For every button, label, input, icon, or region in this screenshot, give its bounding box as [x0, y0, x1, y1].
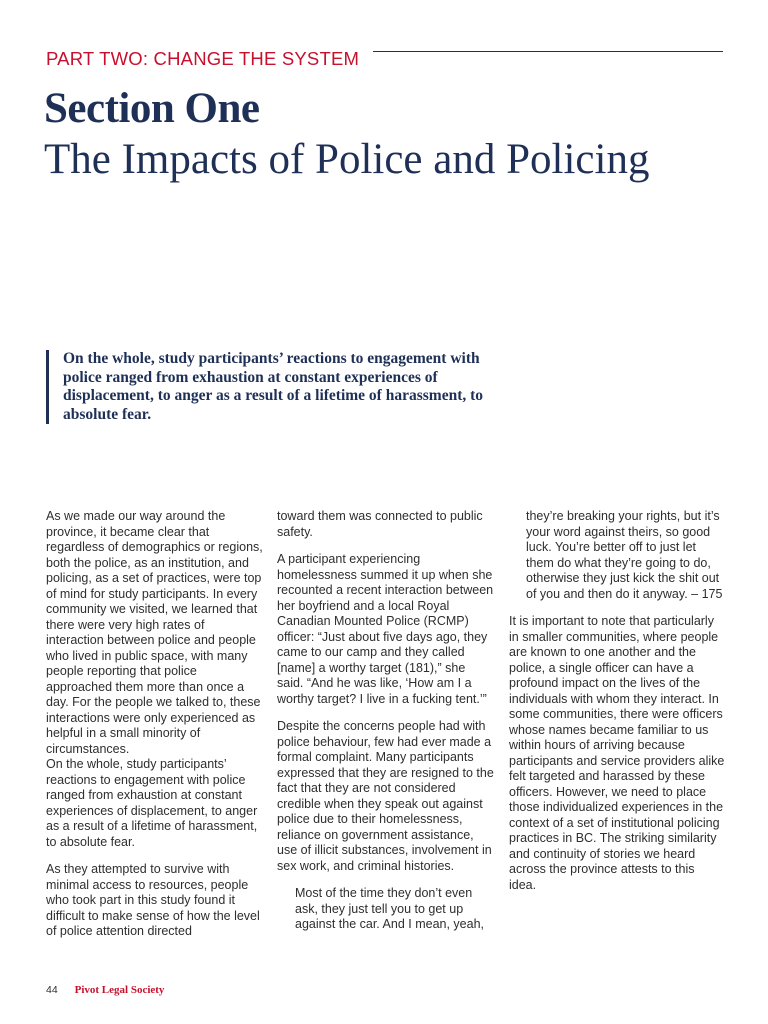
text-column-2 — [277, 509, 495, 945]
page-number: 44 — [46, 984, 58, 996]
text-column-1 — [46, 509, 264, 952]
paragraph: It is important to note that particularly in smaller communities, where people are known to one another and the police, a single officer can have a profound impact on the lives of the individuals with whom they interact. In some communities, there were officers whose names became familiar to us within hours of arriving because participants and service providers alike felt targeted and harassed by these officers. However, we need to place those individualized experiences in the context of a set of institutional policing practices in BC. The striking similarity and continuity of stories we heard across the province attests to this idea. — [509, 614, 725, 892]
participant-quote-continued: they’re breaking your rights, but it’s your word against theirs, so good luck. You’re better off to just let them do what they’re going to do, otherwise they just kick the shit out of you and then do it anyway. – 175 — [526, 509, 723, 601]
section-title: The Impacts of Police and Policing — [44, 136, 650, 183]
page-footer — [46, 984, 164, 996]
paragraph: As we made our way around the province, it became clear that regardless of demographics or regions, both the police, as an institution, and policing, as a set of practices, were top of mind for study participants. In every community we visited, we learned that there were very high rates of interaction between police and people who lived in public space, with many people reporting that police approached them more than once a day. For the people we talked to, these interactions were only experienced as helpful in a small minority of circumstances. — [46, 509, 263, 756]
paragraph: Despite the concerns people had with police behaviour, few had ever made a formal complaint. Many participants expressed that they are resigned to the fact that they are not considered credible when they speak out against police due to their homelessness, reliance on government assistance, use of illicit substances, involvement in sex work, and criminal histories. — [277, 719, 494, 873]
paragraph: toward them was connected to public safety. — [277, 509, 483, 539]
organization-name: Pivot Legal Society — [74, 984, 165, 996]
part-label: PART TWO: CHANGE THE SYSTEM — [46, 48, 360, 69]
pull-quote: On the whole, study participants’ reactions to engagement with police ranged from exhaustion at constant experiences of displacement, to anger as a result of a lifetime of harassment, to absolute fear. — [46, 350, 503, 424]
paragraph: As they attempted to survive with minimal access to resources, people who took part in this study found it difficult to make sense of how the level of police attention directed — [46, 862, 260, 938]
paragraph: A participant experiencing homelessness summed it up when she recounted a recent interaction between her boyfriend and a local Royal Canadian Mounted Police (RCMP) officer: “Just about five days ago, they came to our camp and they called [name] a worthy target (181),” she said. “And he was like, ‘How am I a worthy target? I live in a fucking tent.’” — [277, 552, 494, 706]
text-column-3 — [509, 509, 725, 905]
header-rule — [373, 51, 723, 52]
section-number: Section One — [44, 85, 260, 132]
participant-quote: Most of the time they don’t even ask, they just tell you to get up against the car. And I mean, yeah, — [295, 886, 485, 931]
paragraph: On the whole, study participants’ reactions to engagement with police ranged from exhaustion at constant experiences of displacement, to anger as a result of a lifetime of harassment, to absolute fear. — [46, 757, 258, 849]
